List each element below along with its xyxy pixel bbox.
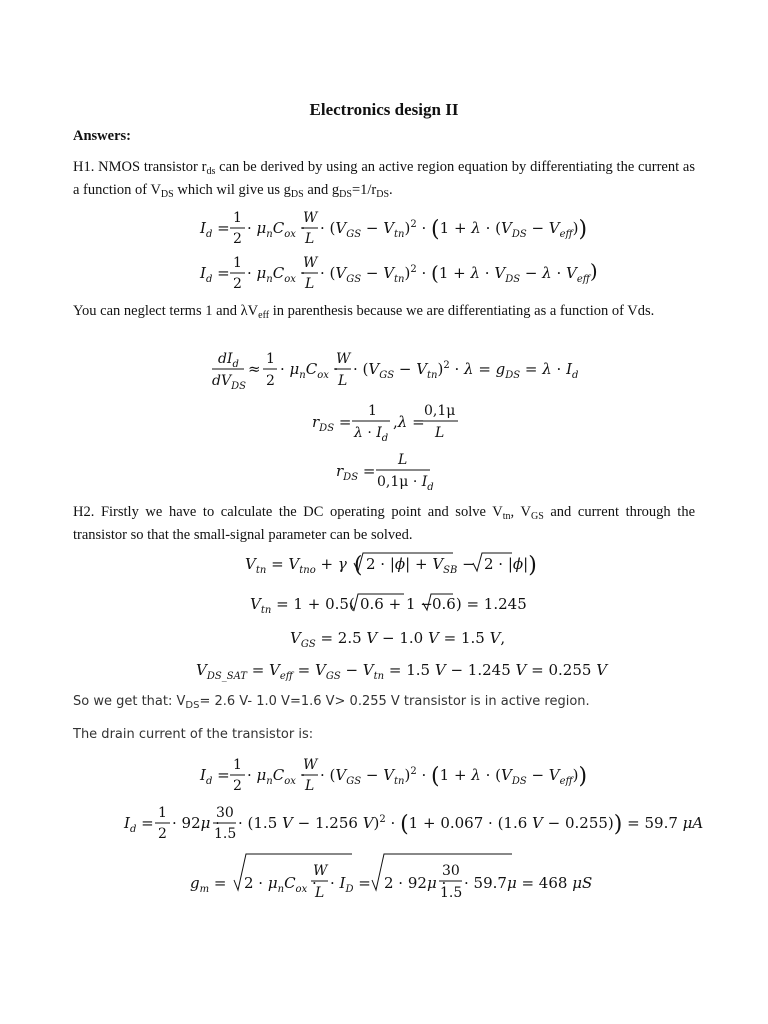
- active-region-text: [73, 693, 695, 715]
- svg-text:· μnCox ·: · $\mu_nC_{ox}$ ·: [247, 219, 306, 240]
- svg-text:L: L: [305, 778, 315, 794]
- h1-sub-c: DS: [290, 189, 304, 200]
- svg-text:W: W: [303, 757, 318, 773]
- svg-text:L: L: [398, 452, 408, 468]
- svg-text:· (VGS − Vtn)2 · λ = gDS = λ ·: · $(V_{GS} - V_{tn})^2 \cdot \lambda = g_{DS} = \lambda \cdot I_d$: [353, 360, 579, 381]
- svg-text:1: 1: [266, 351, 275, 367]
- h1-text-f: .: [389, 182, 393, 198]
- svg-text:Id =: $I_d$ =: [200, 219, 230, 240]
- h2-text-a: H2. Firstly we have to calculate the DC operating point and solve V: [73, 504, 503, 520]
- svg-text:2: 2: [233, 231, 242, 247]
- h2-text-c: and current through the transistor so that the small-signal parameter can be solved.: [73, 504, 695, 543]
- svg-text:dId: $dI_d$: [218, 351, 239, 370]
- neglect-text-b: in parenthesis because we are differentiating as a function of Vds.: [269, 303, 655, 319]
- equation-derivative: [0, 345, 768, 495]
- svg-text:· (VGS − Vtn)2 · (1 + λ · VDS: · $(V_{GS} - V_{tn})^2 \cdot (1 + \lambda \cdot V_{DS} - \lambda \cdot V_{eff})$: [320, 259, 598, 285]
- svg-text:L: L: [315, 885, 325, 901]
- svg-text:· μnCox ·: · $\mu_nC_{ox}$ ·: [247, 766, 306, 787]
- svg-text:· 59.7μ = 468 μS: · 59.7μ = 468 μS: [464, 874, 593, 892]
- svg-text:2: 2: [233, 778, 242, 794]
- svg-text:0.6 + 1 −: 0.6 + 1 −: [360, 595, 433, 613]
- svg-text:Id =: $I_d$ =: [200, 766, 230, 787]
- svg-text:≈: ≈: [248, 360, 261, 378]
- svg-text:rDS =: $r_{DS}$ =: [336, 462, 376, 483]
- svg-text:2 · 92μ ·: 2 · 92μ ·: [384, 874, 447, 892]
- h2-sub-b: GS: [530, 511, 544, 522]
- h1-sub-d: DS: [339, 189, 352, 200]
- h2-text-b: , V: [510, 504, 531, 520]
- svg-text:λ · Id: $\lambda \cdot I_d$: [354, 425, 389, 444]
- svg-text:· μnCox ·: · $\mu_nC_{ox}$ ·: [247, 264, 306, 285]
- svg-text:2 · μnCox ·: $2 \cdot \mu_nC_{ox}$ ·: [244, 874, 317, 895]
- answers-label: Answers:: [73, 128, 131, 144]
- svg-text:Id =: $I_d$ =: [124, 814, 154, 835]
- svg-text:2: 2: [158, 826, 167, 842]
- h1-sub-b: DS: [160, 189, 174, 200]
- svg-text:L: L: [338, 373, 348, 389]
- svg-text:W: W: [336, 351, 351, 367]
- svg-text:2: 2: [266, 373, 275, 389]
- h1-text-c: which wil give us g: [173, 182, 291, 198]
- active-text-a: So we get that: V: [73, 694, 186, 709]
- svg-text:0.6) = 1.245: 0.6) = 1.245: [432, 595, 527, 613]
- svg-text:1.5: 1.5: [440, 885, 463, 901]
- neglect-text-a: You can neglect terms 1 and λV: [73, 303, 259, 319]
- svg-text:30: 30: [216, 805, 234, 821]
- svg-text:· μnCox ·: · $\mu_nC_{ox}$ ·: [280, 360, 339, 381]
- svg-text:L: L: [305, 276, 315, 290]
- active-text-b: = 2.6 V- 1.0 V=1.6 V> 0.255 V transistor is in active region.: [199, 694, 590, 709]
- svg-text:0,1μ: 0,1μ: [424, 403, 456, 419]
- svg-text:2: 2: [233, 276, 242, 290]
- svg-text:dVDS: $dV_{DS}$: [212, 373, 246, 392]
- svg-text:Vtn = 1 + 0.5(: $V_{tn} = 1 + 0.5$(: [250, 595, 355, 616]
- svg-text:· (VGS − Vtn)2 · (1 + λ · (VDS: · $(V_{GS} - V_{tn})^2 \cdot (1 + \lambda \cdot (V_{DS} - V_{eff}))$: [320, 764, 588, 789]
- svg-text:1.5: 1.5: [214, 826, 237, 842]
- h1-text-b: can be derived by using an active region equation by differentiating the current as a function of V: [73, 159, 695, 198]
- svg-text:W: W: [313, 863, 328, 879]
- h1-paragraph: [73, 158, 695, 204]
- svg-text:L: L: [435, 425, 445, 441]
- h1-sub-e: DS: [376, 189, 390, 200]
- equation-threshold: [0, 545, 768, 685]
- svg-text:Id =: $I_d$ =: [200, 264, 230, 285]
- svg-text:W: W: [303, 210, 318, 226]
- equation-drain-current: [0, 752, 768, 912]
- svg-text:VDS_SAT = Veff = VGS − Vtn = 1: $V_{DS\_SAT} = V_{eff} = V_{GS} - V_{tn} = 1.5$ V − 1.245 V = 0.255 V: [196, 661, 608, 682]
- svg-text:1: 1: [368, 403, 377, 419]
- h1-text-d: and g: [303, 182, 340, 198]
- h1-text-a: H1. NMOS transistor r: [73, 159, 207, 175]
- active-sub: DS: [185, 700, 200, 711]
- svg-text:rDS =: $r_{DS}$ =: [312, 413, 352, 434]
- svg-text:2 · |ϕ| + VSB −: $2 \cdot |\phi| + V_{SB}$ −: [366, 555, 475, 576]
- svg-text:0,1μ · Id: $0,1\mu \cdot I_d$: [377, 474, 434, 493]
- svg-text:gm =: $g_m$ =: [190, 874, 227, 895]
- svg-text:,λ =: ,λ =: [393, 413, 425, 431]
- neglect-sub: eff: [258, 310, 270, 321]
- svg-text:1: 1: [233, 757, 242, 773]
- svg-text:1: 1: [233, 255, 242, 271]
- h2-paragraph: [73, 503, 695, 544]
- svg-text:L: L: [305, 231, 315, 247]
- svg-text:W: W: [303, 255, 318, 271]
- svg-text:2 · |ϕ|): 2 · |ϕ|): [484, 553, 537, 578]
- h1-sub-a: ds: [206, 166, 216, 177]
- svg-text:1: 1: [158, 805, 167, 821]
- equation-id-full: [0, 200, 768, 290]
- drain-current-text: The drain current of the transistor is:: [73, 727, 314, 742]
- svg-text:· (VGS − Vtn)2 · (1 + λ · (VDS: · $(V_{GS} - V_{tn})^2 \cdot (1 + \lambda \cdot (V_{DS} - V_{eff}))$: [320, 217, 588, 242]
- neglect-paragraph: [73, 302, 695, 325]
- h1-text-e: =1/r: [351, 182, 377, 198]
- svg-text:30: 30: [442, 863, 460, 879]
- svg-text:Vtn = Vtno + γ (: $V_{tn} = V_{tno} + \gamma$ (: [245, 553, 363, 578]
- svg-text:1: 1: [233, 210, 242, 226]
- svg-text:· (1.5 V − 1.256 V)2 · (1 + 0.: · (1.5 V − 1.256 V)$^2$ · (1 + 0.067 · (1.6 V − 0.255)) = 59.7 μA: [238, 812, 704, 837]
- page-title: Electronics design II: [309, 100, 459, 119]
- svg-text:· 92μ ·: · 92μ ·: [172, 814, 220, 832]
- h2-sub-a: tn: [502, 511, 511, 522]
- svg-text:VGS = 2.5 V − 1.0 V = 1.5 V,: $V_{GS} = 2.5$ V − 1.0 V = 1.5 V,: [290, 629, 506, 650]
- svg-text:· ID =: · $I_D$ =: [330, 874, 371, 895]
